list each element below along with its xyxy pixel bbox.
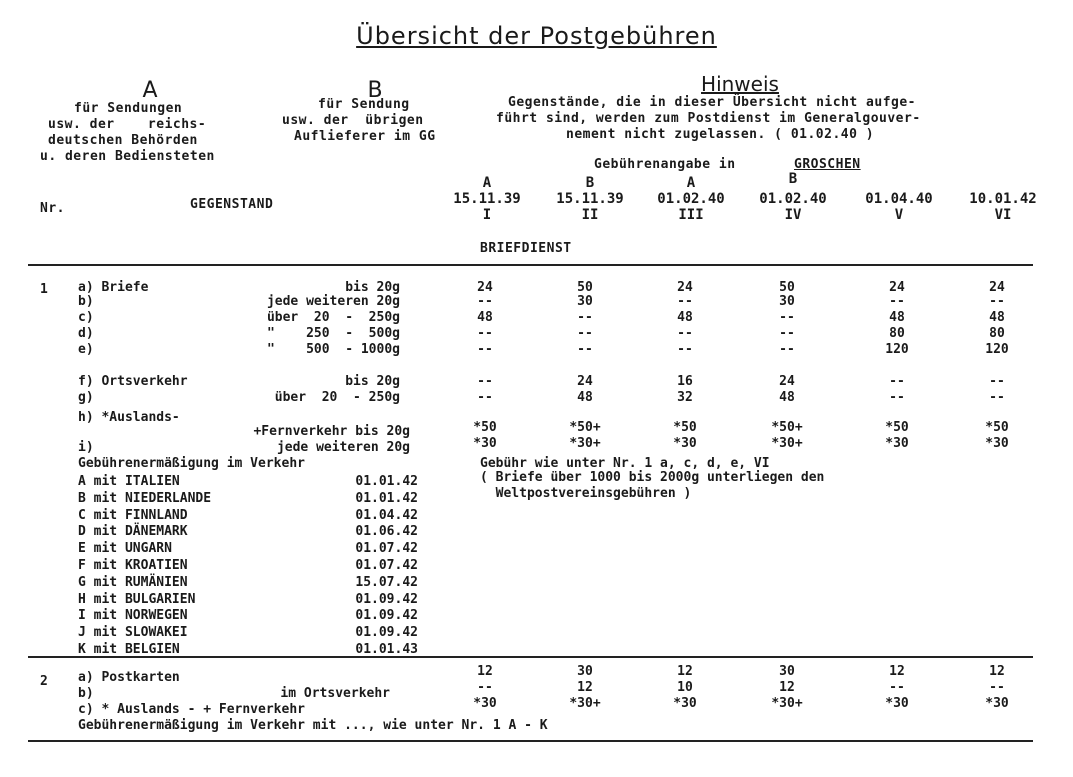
- row-label: g): [78, 390, 94, 405]
- table-cell: --: [889, 680, 905, 695]
- hinweis-line: Gegenstände, die in dieser Übersicht nicht aufge-: [508, 95, 917, 110]
- column-header-roman: II: [581, 207, 599, 223]
- table-cell: 12: [677, 664, 693, 679]
- ermaessigung-country: J mit SLOWAKEI: [78, 625, 188, 641]
- table-cell: --: [477, 374, 493, 389]
- column-header-date: 01.04.40: [865, 191, 933, 207]
- table-cell: 50: [779, 280, 795, 295]
- table-cell: 120: [985, 342, 1009, 357]
- table-cell: *30: [885, 696, 909, 711]
- table-cell: --: [989, 680, 1005, 695]
- column-header-date: 10.01.42: [969, 191, 1037, 207]
- row-condition: jede weiteren 20g: [266, 294, 400, 309]
- table-cell: --: [779, 326, 795, 341]
- row-label: h) *Auslands-: [78, 410, 180, 425]
- ermaessigung-date: 01.09.42: [355, 608, 418, 624]
- table-cell: --: [989, 374, 1005, 389]
- table-cell: 12: [889, 664, 905, 679]
- table-cell: --: [989, 294, 1005, 309]
- row-condition: jede weiteren 20g: [276, 440, 410, 455]
- table-cell: 30: [577, 294, 593, 309]
- column-header-roman: VI: [994, 207, 1012, 223]
- table-cell: *30: [473, 696, 497, 711]
- table-cell: 80: [889, 326, 905, 341]
- table-cell: *30+: [569, 696, 601, 711]
- section-b-line: usw. der übrigen: [282, 113, 424, 128]
- ermaessigung-date: 15.07.42: [355, 574, 418, 590]
- table-cell: --: [477, 390, 493, 405]
- hinweis-line: nement nicht zugelassen. ( 01.02.40 ): [566, 127, 875, 142]
- section-b-letter: B: [367, 78, 383, 103]
- ermaessigung-date: 01.07.42: [355, 558, 418, 573]
- column-header-date: 15.11.39: [453, 191, 521, 207]
- section-nr: 1: [40, 282, 48, 297]
- table-cell: --: [577, 342, 593, 357]
- ermaessigung-country: B mit NIEDERLANDE: [78, 490, 212, 506]
- table-cell: *30: [985, 436, 1009, 451]
- table-cell: *50: [473, 420, 497, 435]
- table-cell: 16: [677, 374, 693, 389]
- column-header-date: 15.11.39: [556, 191, 624, 207]
- table-cell: *30: [985, 696, 1009, 711]
- table-cell: --: [989, 390, 1005, 405]
- row-label: a) Postkarten: [78, 670, 180, 685]
- table-cell: --: [889, 294, 905, 309]
- table-cell: --: [577, 326, 593, 341]
- ermaessigung-country: G mit RUMÄNIEN: [78, 574, 188, 590]
- row-label: e): [78, 342, 94, 357]
- note-line: Gebühr wie unter Nr. 1 a, c, d, e, VI: [480, 456, 770, 471]
- ermaessigung-date: 01.01.43: [355, 642, 418, 657]
- table-cell: 48: [477, 310, 493, 325]
- table-cell: --: [477, 294, 493, 309]
- page-title: Übersicht der Postgebühren: [356, 22, 717, 50]
- ermaessigung-date: 01.09.42: [355, 625, 418, 641]
- table-cell: 24: [779, 374, 795, 389]
- table-cell: --: [477, 342, 493, 357]
- note-line: Weltpostvereinsgebühren ): [480, 486, 692, 501]
- row-label: c) * Auslands - + Fernverkehr: [78, 702, 305, 717]
- divider: [28, 740, 1033, 742]
- hinweis-line: führt sind, werden zum Postdienst im Generalgouver-: [496, 111, 921, 126]
- header-gegenstand: GEGENSTAND: [190, 197, 274, 212]
- column-header-roman: IV: [784, 207, 802, 223]
- table-cell: --: [677, 342, 693, 357]
- table-cell: 48: [889, 310, 905, 325]
- row-condition: bis 20g: [345, 374, 400, 389]
- column-header-group: B: [788, 171, 798, 187]
- divider: [28, 264, 1033, 266]
- ermaessigung-date: 01.04.42: [355, 507, 418, 523]
- table-cell: *30: [885, 436, 909, 451]
- row-condition: " 500 - 1000g: [266, 342, 400, 357]
- table-cell: 80: [989, 326, 1005, 341]
- ermaessigung-date: 01.06.42: [355, 524, 418, 540]
- column-header-group: B: [585, 175, 595, 191]
- table-cell: --: [577, 310, 593, 325]
- table-cell: 24: [477, 280, 493, 295]
- gebuehren-unit: GROSCHEN: [794, 157, 861, 172]
- section-a-letter: A: [142, 78, 158, 103]
- table-cell: --: [889, 374, 905, 389]
- section-a-line: usw. der reichs-: [48, 117, 207, 132]
- gebuehren-label: Gebührenangabe in: [594, 157, 736, 172]
- table-cell: 24: [889, 280, 905, 295]
- hinweis-title: Hinweis: [701, 72, 779, 96]
- row-label: b): [78, 686, 94, 701]
- table-cell: 48: [677, 310, 693, 325]
- ermaessigung-country: E mit UNGARN: [78, 541, 172, 557]
- row-condition: +Fernverkehr bis 20g: [253, 424, 410, 439]
- table-cell: 24: [989, 280, 1005, 295]
- note-line: ( Briefe über 1000 bis 2000g unterliegen den: [480, 470, 825, 485]
- table-cell: 12: [477, 664, 493, 679]
- row-condition: bis 20g: [345, 280, 400, 295]
- table-cell: *30+: [771, 696, 803, 711]
- table-cell: 12: [577, 680, 593, 695]
- column-header-group: A: [686, 175, 696, 191]
- table-cell: *50+: [569, 420, 601, 435]
- row-label: i): [78, 440, 94, 455]
- table-cell: *30+: [771, 436, 803, 451]
- section-a-line: für Sendungen: [74, 101, 183, 116]
- section-a-line: deutschen Behörden: [48, 133, 198, 148]
- table-cell: --: [477, 680, 493, 695]
- row-condition: über 20 - 250g: [266, 310, 400, 325]
- ermaessigung-country: C mit FINNLAND: [78, 507, 188, 523]
- table-cell: 30: [577, 664, 593, 679]
- table-cell: --: [677, 326, 693, 341]
- ermaessigung-country: H mit BULGARIEN: [78, 591, 196, 607]
- ermaessigung-title: Gebührenermäßigung im Verkehr: [78, 456, 305, 471]
- row-label: c): [78, 310, 94, 325]
- divider: [28, 656, 1033, 658]
- table-cell: 120: [885, 342, 909, 357]
- table-cell: *50: [885, 420, 909, 435]
- column-header-roman: V: [894, 207, 904, 223]
- table-cell: 24: [577, 374, 593, 389]
- table-cell: 30: [779, 294, 795, 309]
- row-label: d): [78, 326, 94, 341]
- section-b-line: Auflieferer im GG: [294, 129, 436, 144]
- column-header-roman: III: [678, 207, 704, 223]
- table-cell: --: [779, 310, 795, 325]
- section-2-footer: Gebührenermäßigung im Verkehr mit ..., wie unter Nr. 1 A - K: [78, 718, 548, 733]
- table-cell: --: [889, 390, 905, 405]
- ermaessigung-country: I mit NORWEGEN: [78, 608, 188, 624]
- table-cell: *50: [673, 420, 697, 435]
- ermaessigung-date: 01.01.42: [355, 490, 418, 506]
- table-cell: *30: [473, 436, 497, 451]
- table-cell: *50+: [771, 420, 803, 435]
- ermaessigung-country: K mit BELGIEN: [78, 642, 180, 657]
- table-cell: 48: [577, 390, 593, 405]
- table-cell: 32: [677, 390, 693, 405]
- ermaessigung-date: 01.01.42: [355, 474, 418, 489]
- briefdienst-label: BRIEFDIENST: [480, 241, 572, 256]
- table-cell: 12: [989, 664, 1005, 679]
- table-cell: --: [677, 294, 693, 309]
- table-cell: 10: [677, 680, 693, 695]
- ermaessigung-date: 01.07.42: [355, 541, 418, 557]
- column-header-roman: I: [482, 207, 492, 223]
- ermaessigung-country: D mit DÄNEMARK: [78, 524, 188, 540]
- table-cell: 12: [779, 680, 795, 695]
- row-label: b): [78, 294, 94, 309]
- column-header-group: A: [482, 175, 492, 191]
- section-nr: 2: [40, 674, 48, 689]
- table-cell: *30: [673, 696, 697, 711]
- row-condition: " 250 - 500g: [266, 326, 400, 341]
- row-condition: im Ortsverkehr: [280, 686, 390, 701]
- table-cell: *30+: [569, 436, 601, 451]
- header-nr: Nr.: [40, 201, 65, 216]
- column-header-date: 01.02.40: [657, 191, 725, 207]
- row-label: f) Ortsverkehr: [78, 374, 188, 389]
- table-cell: --: [477, 326, 493, 341]
- table-cell: 48: [989, 310, 1005, 325]
- table-cell: *30: [673, 436, 697, 451]
- ermaessigung-date: 01.09.42: [355, 591, 418, 607]
- ermaessigung-country: A mit ITALIEN: [78, 474, 180, 489]
- table-cell: 30: [779, 664, 795, 679]
- ermaessigung-country: F mit KROATIEN: [78, 558, 188, 573]
- table-cell: 48: [779, 390, 795, 405]
- table-cell: 24: [677, 280, 693, 295]
- column-header-date: 01.02.40: [759, 191, 827, 207]
- section-b-line: für Sendung: [318, 97, 410, 112]
- table-cell: 50: [577, 280, 593, 295]
- table-cell: --: [779, 342, 795, 357]
- row-label: a) Briefe: [78, 280, 149, 295]
- table-cell: *50: [985, 420, 1009, 435]
- row-condition: über 20 - 250g: [274, 390, 400, 405]
- section-a-line: u. deren Bediensteten: [40, 149, 215, 164]
